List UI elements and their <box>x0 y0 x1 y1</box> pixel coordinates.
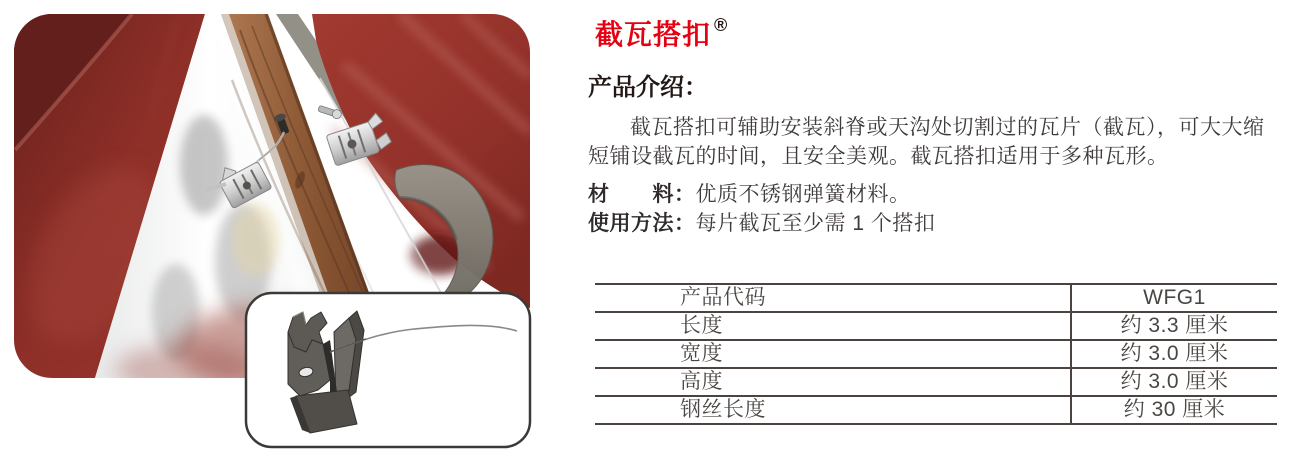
table-row-wire-length <box>595 396 1277 424</box>
usage-spec-value: 每片截瓦至少需 1 个搭扣 <box>695 212 936 235</box>
spec-table <box>595 283 1277 425</box>
usage-spec-label: 使用方法： <box>588 212 696 235</box>
spec-name: 产品代码 <box>595 284 1071 312</box>
material-spec-value: 优质不锈钢弹簧材料。 <box>695 183 911 206</box>
table-row-width <box>595 340 1277 368</box>
spec-value: 约 3.0 厘米 <box>1071 340 1277 368</box>
spec-name: 宽度 <box>595 340 1071 368</box>
table-row-product-code <box>595 284 1277 312</box>
intro-paragraph-line-2: 短铺设截瓦的时间，且安全美观。截瓦搭扣适用于多种瓦形。 <box>588 145 1169 168</box>
spec-value: 约 30 厘米 <box>1071 396 1277 424</box>
product-title <box>595 13 728 53</box>
material-spec-label: 材 料： <box>588 183 696 206</box>
intro-heading: 产品介绍： <box>588 74 708 101</box>
clip-detail-inset <box>246 293 530 447</box>
spec-value: 约 3.0 厘米 <box>1071 368 1277 396</box>
product-title-text: 截瓦搭扣 <box>595 19 712 50</box>
spec-value: 约 3.3 厘米 <box>1071 312 1277 340</box>
spec-name: 钢丝长度 <box>595 396 1071 424</box>
spec-value: WFG1 <box>1071 284 1277 312</box>
table-row-length <box>595 312 1277 340</box>
spec-name: 高度 <box>595 368 1071 396</box>
spec-name: 长度 <box>595 312 1071 340</box>
product-installation-photo <box>0 0 560 460</box>
usage-spec <box>588 207 935 237</box>
table-row-height <box>595 368 1277 396</box>
registered-trademark-symbol: ® <box>714 15 728 35</box>
intro-paragraph-line-1: 截瓦搭扣可辅助安装斜脊或天沟处切割过的瓦片（截瓦），可大大缩 <box>630 116 1265 139</box>
material-spec <box>588 178 911 208</box>
